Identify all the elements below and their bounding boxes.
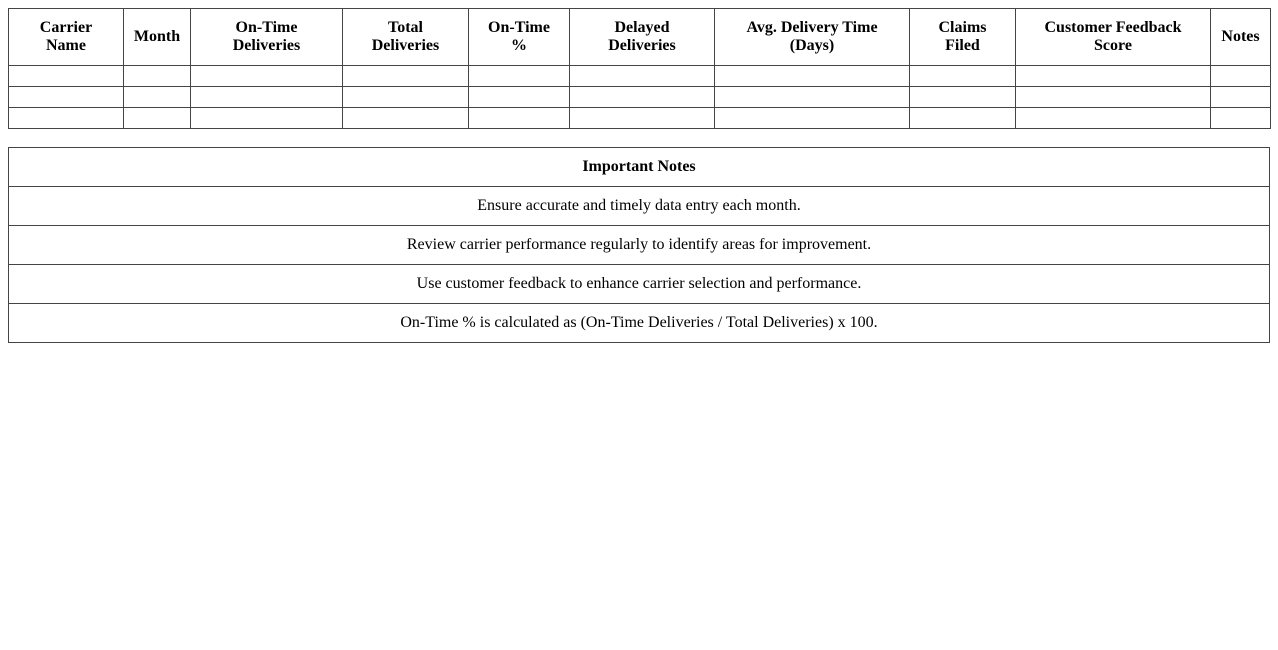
table-cell[interactable]: [343, 87, 469, 108]
table-cell[interactable]: [1211, 108, 1271, 129]
table-cell[interactable]: [1016, 108, 1211, 129]
column-header-customer-feedback-score: Customer Feedback Score: [1016, 9, 1211, 66]
column-header-claims-filed: Claims Filed: [910, 9, 1016, 66]
table-cell[interactable]: [715, 108, 910, 129]
table-cell[interactable]: [715, 87, 910, 108]
note-item: Use customer feedback to enhance carrier selection and performance.: [9, 265, 1270, 304]
table-row: [9, 108, 1271, 129]
table-cell[interactable]: [570, 87, 715, 108]
note-item: Review carrier performance regularly to identify areas for improvement.: [9, 226, 1270, 265]
table-cell[interactable]: [9, 66, 124, 87]
table-cell[interactable]: [715, 66, 910, 87]
table-cell[interactable]: [1211, 66, 1271, 87]
table-cell[interactable]: [191, 87, 343, 108]
table-cell[interactable]: [570, 108, 715, 129]
table-cell[interactable]: [124, 108, 191, 129]
carrier-performance-table: [8, 8, 1271, 129]
table-cell[interactable]: [1016, 66, 1211, 87]
table-cell[interactable]: [124, 87, 191, 108]
note-item: On-Time % is calculated as (On-Time Deliveries / Total Deliveries) x 100.: [9, 304, 1270, 343]
notes-title: Important Notes: [9, 148, 1270, 187]
table-cell[interactable]: [469, 108, 570, 129]
table-cell[interactable]: [469, 66, 570, 87]
note-row: [9, 226, 1270, 265]
table-header-row: [9, 9, 1271, 66]
note-row: [9, 304, 1270, 343]
table-cell[interactable]: [9, 108, 124, 129]
note-row: [9, 187, 1270, 226]
note-row: [9, 265, 1270, 304]
table-cell[interactable]: [570, 66, 715, 87]
table-cell[interactable]: [910, 66, 1016, 87]
column-header-on-time-percent: On-Time %: [469, 9, 570, 66]
important-notes-table: [8, 147, 1270, 343]
column-header-carrier-name: Carrier Name: [9, 9, 124, 66]
table-cell[interactable]: [191, 108, 343, 129]
column-header-total-deliveries: Total Deliveries: [343, 9, 469, 66]
table-cell[interactable]: [343, 108, 469, 129]
table-row: [9, 66, 1271, 87]
table-row: [9, 87, 1271, 108]
column-header-delayed-deliveries: Delayed Deliveries: [570, 9, 715, 66]
column-header-on-time-deliveries: On-Time Deliveries: [191, 9, 343, 66]
column-header-avg-delivery-time: Avg. Delivery Time (Days): [715, 9, 910, 66]
table-cell[interactable]: [124, 66, 191, 87]
table-cell[interactable]: [1016, 87, 1211, 108]
table-cell[interactable]: [469, 87, 570, 108]
table-cell[interactable]: [191, 66, 343, 87]
column-header-notes: Notes: [1211, 9, 1271, 66]
table-cell[interactable]: [910, 87, 1016, 108]
notes-header-row: [9, 148, 1270, 187]
note-item: Ensure accurate and timely data entry each month.: [9, 187, 1270, 226]
table-cell[interactable]: [343, 66, 469, 87]
table-cell[interactable]: [1211, 87, 1271, 108]
column-header-month: Month: [124, 9, 191, 66]
table-cell[interactable]: [9, 87, 124, 108]
table-cell[interactable]: [910, 108, 1016, 129]
